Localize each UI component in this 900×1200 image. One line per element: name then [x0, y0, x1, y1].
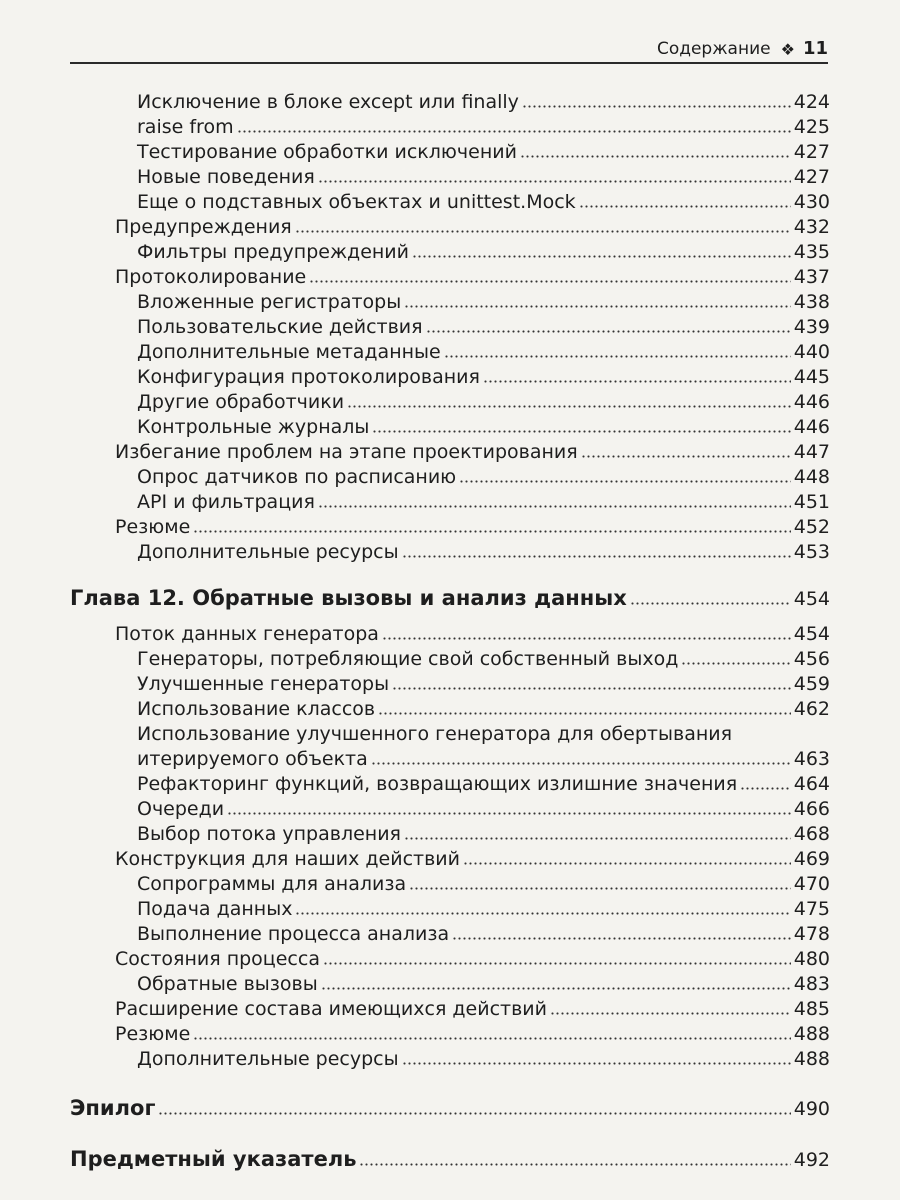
toc-entry-page: 456 [793, 648, 830, 670]
toc-entry-page: 488 [793, 1023, 830, 1045]
toc-entry-title: Исключение в блоке except или finally [137, 91, 519, 113]
toc-entry [137, 290, 830, 314]
dot-leader [295, 219, 791, 233]
dot-leader [459, 469, 791, 483]
toc-entry [115, 997, 830, 1021]
dot-leader [444, 344, 791, 358]
dot-leader [522, 94, 791, 108]
toc-entry-title: API и фильтрация [137, 491, 315, 513]
dot-leader [321, 976, 791, 990]
dot-leader [409, 876, 791, 890]
toc-entry [115, 265, 830, 289]
toc-entry-title: Очереди [137, 798, 225, 820]
dot-leader [323, 951, 791, 965]
toc-chapter-page: 454 [793, 588, 830, 610]
dot-leader [372, 419, 790, 433]
dot-leader [452, 926, 791, 940]
dot-leader [404, 826, 791, 840]
toc-entry-page: 435 [793, 241, 830, 263]
dot-leader [630, 591, 791, 605]
toc-entry-page: 427 [793, 166, 830, 188]
toc-entry [115, 515, 830, 539]
toc-entry [137, 747, 830, 771]
dot-leader [309, 269, 790, 283]
toc-entry-title: Конструкция для наших действий [115, 848, 460, 870]
toc-entry [137, 540, 830, 564]
toc-entry-title: Использование классов [137, 698, 376, 720]
dot-leader [579, 194, 791, 208]
dot-leader [412, 244, 791, 258]
toc-entry [137, 972, 830, 996]
diamond-icon: ❖ [780, 40, 795, 59]
toc-entry-title: Новые поведения [137, 166, 315, 188]
toc-entry-page: 452 [793, 516, 830, 538]
dot-leader [347, 394, 791, 408]
toc-entry-title: Выбор потока управления [137, 823, 401, 845]
toc-entry-title: Избегание проблем на этапе проектирования [115, 441, 578, 463]
dot-leader [227, 801, 791, 815]
toc-chapter-page: 490 [793, 1098, 830, 1120]
toc-entry-title: Контрольные журналы [137, 416, 370, 438]
toc-entry-title: raise from [137, 116, 234, 138]
toc-entry-title: Выполнение процесса анализа [137, 923, 450, 945]
toc-entry-title: Вложенные регистраторы [137, 291, 402, 313]
dot-leader [359, 1152, 790, 1166]
dot-leader [392, 676, 791, 690]
dot-leader [382, 626, 791, 640]
toc-entry-page: 464 [793, 773, 830, 795]
toc-chapter [70, 1147, 830, 1172]
toc-entry-page: 427 [793, 141, 830, 163]
dot-leader [237, 119, 791, 133]
toc-entry-title: Дополнительные ресурсы [137, 541, 399, 563]
toc-entry-title: Улучшенные генераторы [137, 673, 390, 695]
toc-entry [137, 922, 830, 946]
dot-leader [318, 494, 791, 508]
toc-entry [115, 622, 830, 646]
dot-leader [483, 369, 791, 383]
dot-leader [193, 519, 790, 533]
toc-entry [137, 240, 830, 264]
toc-entry-page: 468 [793, 823, 830, 845]
toc-entry [137, 772, 830, 796]
toc-entry-title: Дополнительные ресурсы [137, 1048, 399, 1070]
toc-chapter-title: Эпилог [70, 1096, 156, 1120]
toc-entry [137, 315, 830, 339]
running-header [70, 30, 828, 64]
toc-entry [137, 797, 830, 821]
toc-entry [137, 822, 830, 846]
toc-entry [137, 165, 830, 189]
toc-entry [137, 872, 830, 896]
toc-entry-page: 488 [793, 1048, 830, 1070]
toc-entry-page: 469 [793, 848, 830, 870]
toc-entry-title: Фильтры предупреждений [137, 241, 410, 263]
toc-entry [137, 672, 830, 696]
toc-entry-page: 447 [793, 441, 830, 463]
toc-entry [137, 115, 830, 139]
toc-entry [115, 215, 830, 239]
toc-entry-page: 453 [793, 541, 830, 563]
toc-entry-page: 437 [793, 266, 830, 288]
toc-entry-title-line1: Использование улучшенного генератора для обертывания [137, 723, 733, 745]
toc-entry [137, 90, 830, 114]
toc-entry [115, 947, 830, 971]
toc-entry-page: 480 [793, 948, 830, 970]
dot-leader [295, 901, 790, 915]
toc-entry-page: 459 [793, 673, 830, 695]
dot-leader [158, 1101, 790, 1115]
dot-leader [550, 1001, 791, 1015]
toc-entry-page: 446 [793, 391, 830, 413]
toc-entry [115, 847, 830, 871]
toc-entry-title: Протоколирование [115, 266, 307, 288]
dot-leader [681, 651, 790, 665]
toc-entry-page: 454 [793, 623, 830, 645]
toc-entry-title: Состояния процесса [115, 948, 320, 970]
toc-entry-page: 470 [793, 873, 830, 895]
toc-entry-page: 446 [793, 416, 830, 438]
toc-entry-page: 451 [793, 491, 830, 513]
toc-entry-page: 430 [793, 191, 830, 213]
toc-entry [137, 897, 830, 921]
toc-entry-page: 462 [793, 698, 830, 720]
header-section-title: Содержание [656, 39, 771, 59]
dot-leader [404, 294, 790, 308]
toc-entry-page: 424 [793, 91, 830, 113]
toc-entry-title: Предупреждения [115, 216, 292, 238]
toc-entry [137, 140, 830, 164]
toc-entry [137, 647, 830, 671]
toc-entry-page: 483 [793, 973, 830, 995]
toc-entry-title: Обратные вызовы [137, 973, 318, 995]
dot-leader [402, 1051, 791, 1065]
toc-entry-title: Рефакторинг функций, возвращающих излишние значения [137, 773, 738, 795]
dot-leader [371, 751, 791, 765]
dot-leader [378, 701, 791, 715]
toc-entry-title: итерируемого объекта [137, 748, 368, 770]
toc-entry-page: 439 [793, 316, 830, 338]
toc-entry [137, 1047, 830, 1071]
dot-leader [318, 169, 791, 183]
header-page-number: 11 [802, 38, 828, 59]
dot-leader [463, 851, 791, 865]
toc-entry-title: Тестирование обработки исключений [137, 141, 517, 163]
toc-entry-page: 466 [793, 798, 830, 820]
toc-entry-title: Сопрограммы для анализа [137, 873, 407, 895]
dot-leader [426, 319, 791, 333]
toc-entry-page: 463 [793, 748, 830, 770]
toc-entry-title: Подача данных [137, 898, 293, 920]
dot-leader [402, 544, 791, 558]
toc-entry [137, 490, 830, 514]
toc-entry-title: Другие обработчики [137, 391, 345, 413]
dot-leader [740, 776, 791, 790]
toc-entry-page: 438 [793, 291, 830, 313]
toc-entry-page: 425 [793, 116, 830, 138]
toc-entry-title: Резюме [115, 1023, 191, 1045]
toc-chapter [70, 586, 830, 611]
toc-entry [137, 190, 830, 214]
toc-entry-page: 448 [793, 466, 830, 488]
toc-entry-page: 485 [793, 998, 830, 1020]
toc-chapter [70, 1096, 830, 1121]
toc-chapter-title: Предметный указатель [70, 1147, 357, 1171]
toc-entry-title: Резюме [115, 516, 191, 538]
toc-entry [137, 415, 830, 439]
toc-entry-page: 440 [793, 341, 830, 363]
toc-entry-title: Еще о подставных объектах и unittest.Mock [137, 191, 576, 213]
dot-leader [581, 444, 791, 458]
toc-entry [137, 340, 830, 364]
toc-entry [115, 440, 830, 464]
toc-entry-title: Поток данных генератора [115, 623, 379, 645]
toc-entry-title: Расширение состава имеющихся действий [115, 998, 547, 1020]
toc-entry-title: Дополнительные метаданные [137, 341, 441, 363]
toc-chapter-page: 492 [793, 1149, 830, 1171]
toc-entry [115, 1022, 830, 1046]
toc-entry-title: Генераторы, потребляющие свой собственный выход [137, 648, 679, 670]
toc-entry [137, 465, 830, 489]
toc-entry [137, 390, 830, 414]
toc-entry-page: 445 [793, 366, 830, 388]
toc-entry [137, 365, 830, 389]
toc-chapter-title: Глава 12. Обратные вызовы и анализ данных [70, 586, 627, 610]
toc-entry-title: Опрос датчиков по расписанию [137, 466, 457, 488]
toc-entry-title: Конфигурация протоколирования [137, 366, 480, 388]
toc-entry-page: 478 [793, 923, 830, 945]
toc-entry-title: Пользовательские действия [137, 316, 423, 338]
toc-entry-page: 432 [793, 216, 830, 238]
dot-leader [193, 1026, 790, 1040]
toc-entry-page: 475 [793, 898, 830, 920]
dot-leader [520, 144, 791, 158]
toc-entry [137, 697, 830, 721]
